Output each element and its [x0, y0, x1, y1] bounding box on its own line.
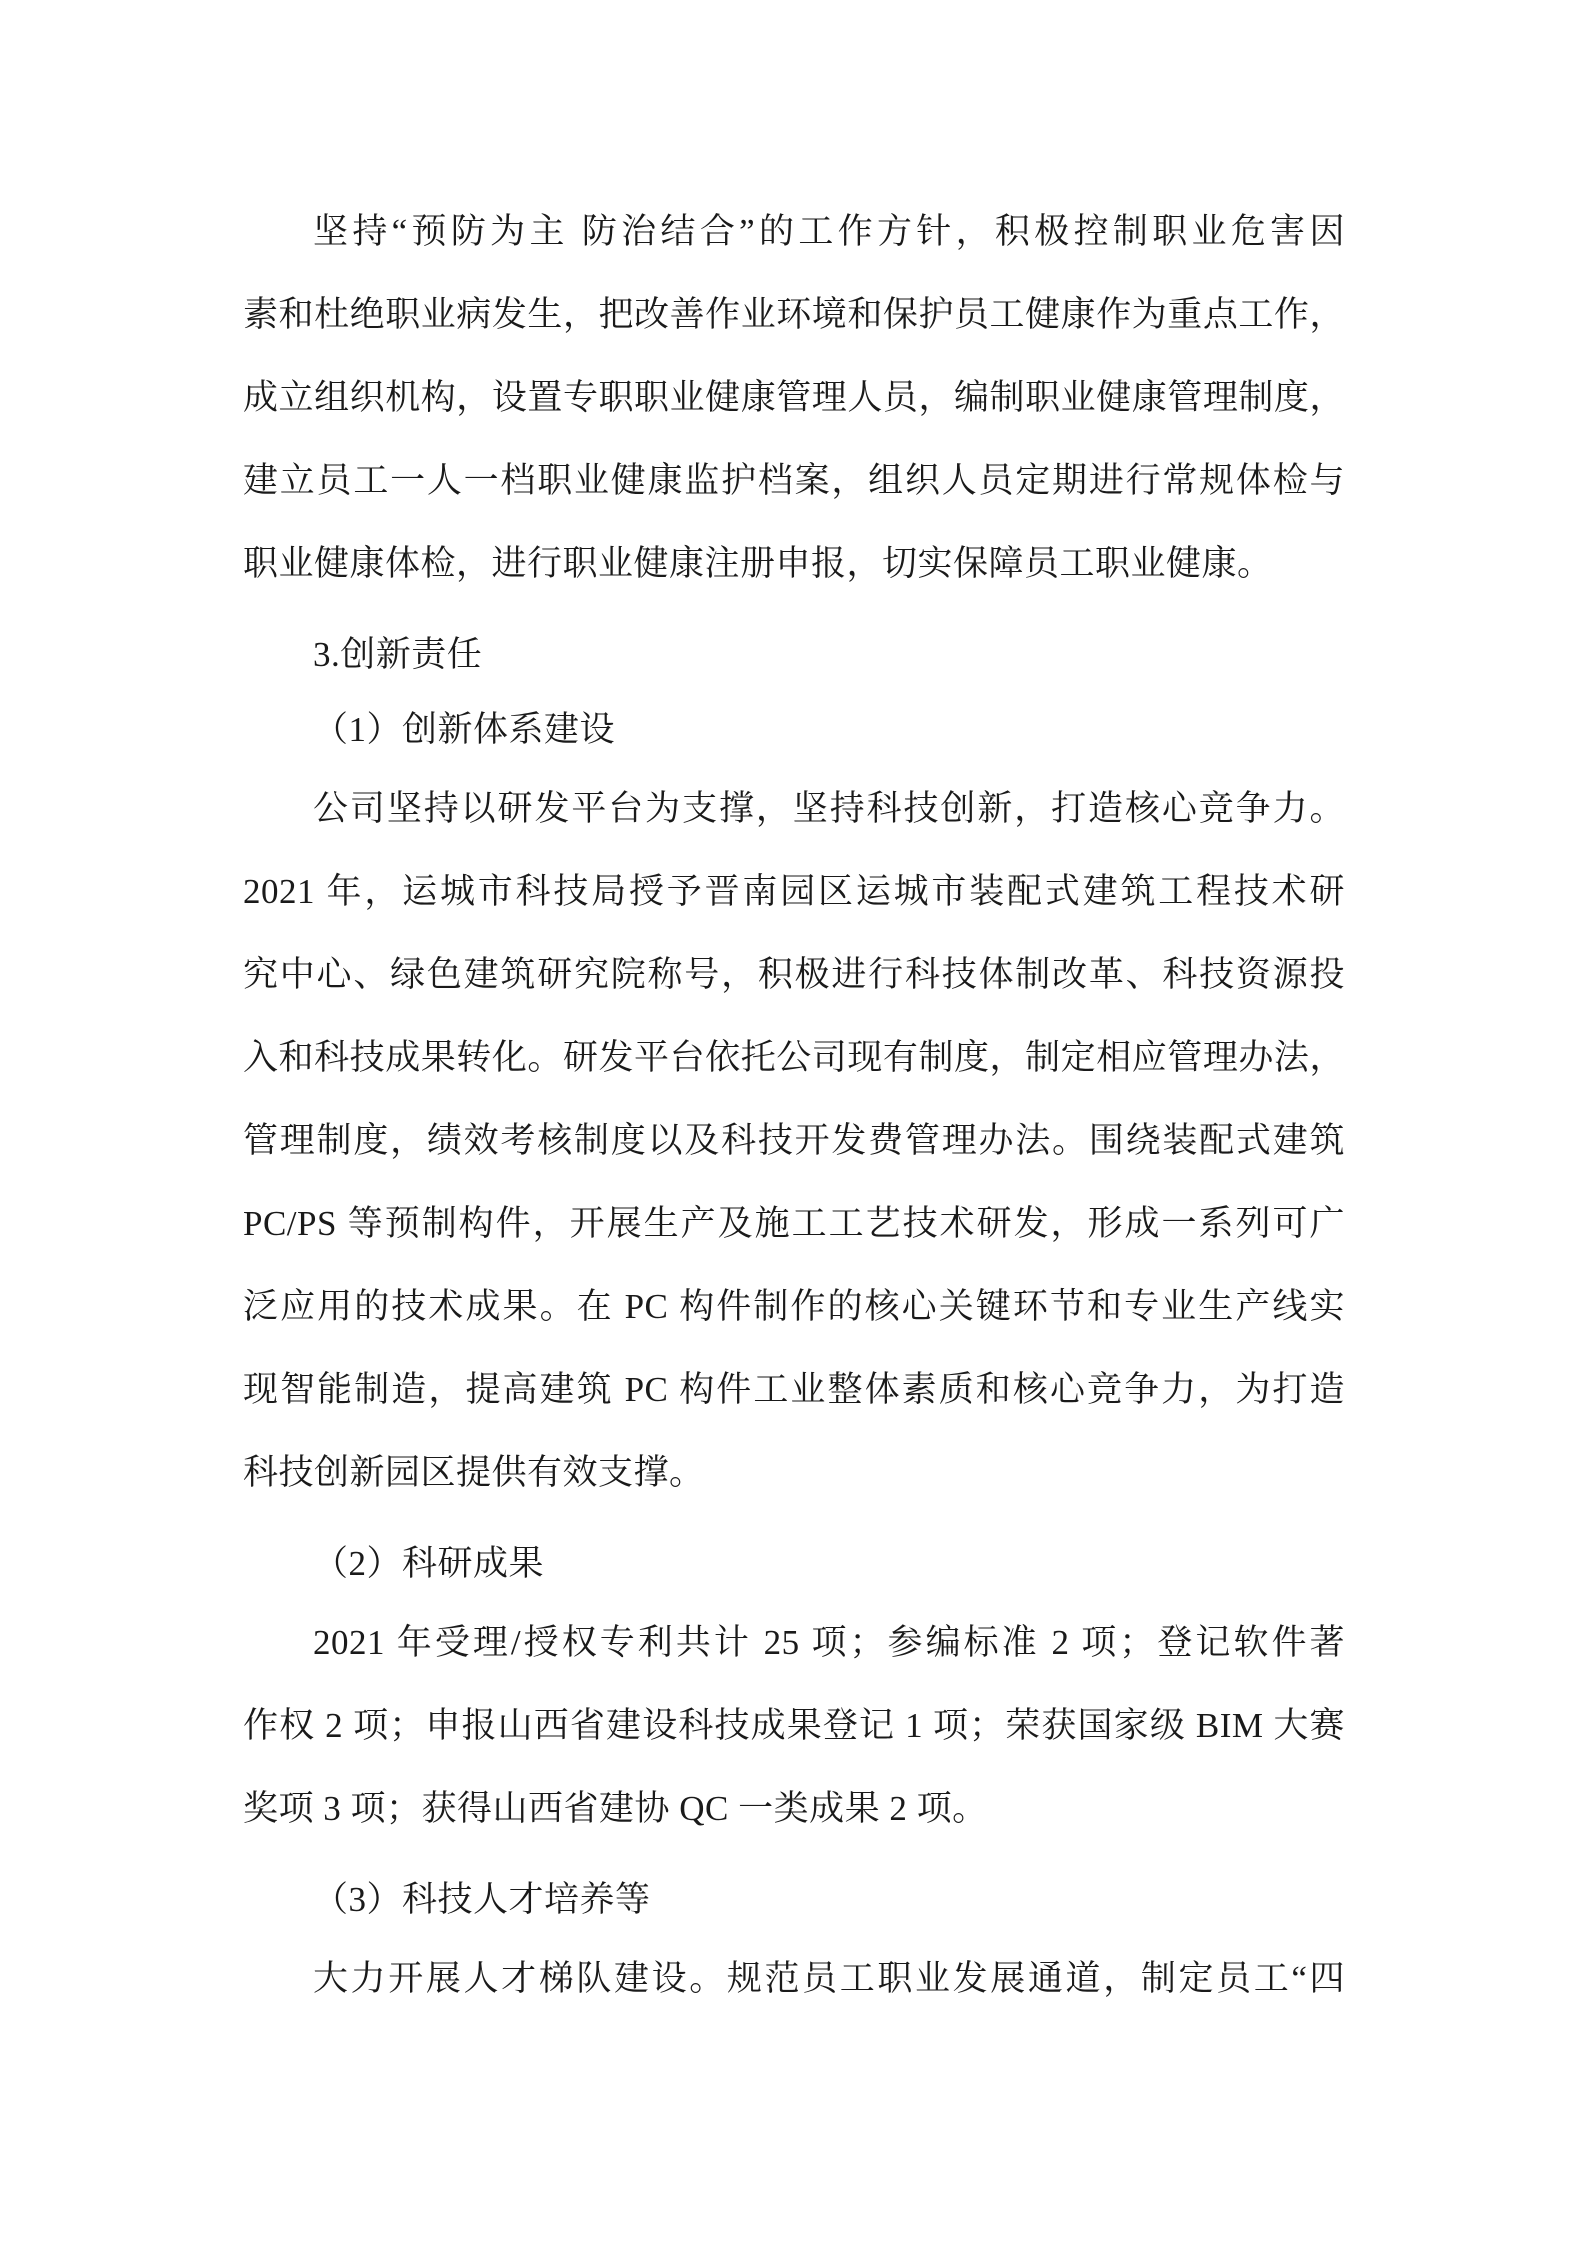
text-line: 建立员工一人一档职业健康监护档案，组织人员定期进行常规体检与 [243, 461, 1345, 500]
text-line: 职业健康体检，进行职业健康注册申报，切实保障员工职业健康。 [243, 544, 1273, 583]
text-line: 坚持“预防为主 防治结合”的工作方针，积极控制职业危害因 [313, 212, 1345, 251]
text-line: 成立组织机构，设置专职职业健康管理人员，编制职业健康管理制度， [243, 378, 1345, 417]
text-line: 公司坚持以研发平台为支撑，坚持科技创新，打造核心竞争力。 [313, 789, 1345, 828]
text-line: 2021 年，运城市科技局授予晋南园区运城市装配式建筑工程技术研 [243, 872, 1345, 911]
text-line: 作权 2 项；申报山西省建设科技成果登记 1 项；荣获国家级 BIM 大赛 [243, 1706, 1345, 1745]
subsection-heading-research-achievements: （2）科研成果 [313, 1544, 545, 1583]
text-line: 奖项 3 项；获得山西省建协 QC 一类成果 2 项。 [243, 1789, 988, 1828]
section-heading-innovation-responsibility: 3.创新责任 [313, 635, 483, 674]
text-line: 泛应用的技术成果。在 PC 构件制作的核心关键环节和专业生产线实 [243, 1287, 1345, 1326]
text-line: 究中心、绿色建筑研究院称号，积极进行科技体制改革、科技资源投 [243, 955, 1345, 994]
text-line: 科技创新园区提供有效支撑。 [243, 1453, 705, 1492]
subsection-heading-talent-development: （3）科技人才培养等 [313, 1880, 651, 1919]
paragraph-research-achievements [243, 1601, 1345, 1850]
paragraph-innovation-system [243, 767, 1345, 1514]
text-line: 2021 年受理/授权专利共计 25 项；参编标准 2 项；登记软件著 [313, 1623, 1345, 1662]
text-line: 现智能制造，提高建筑 PC 构件工业整体素质和核心竞争力，为打造 [243, 1370, 1345, 1409]
text-line: 大力开展人才梯队建设。规范员工职业发展通道，制定员工“四 [313, 1959, 1345, 1998]
text-line: 管理制度，绩效考核制度以及科技开发费管理办法。围绕装配式建筑 [243, 1121, 1345, 1160]
text-line: PC/PS 等预制构件，开展生产及施工工艺技术研发，形成一系列可广 [243, 1204, 1345, 1243]
text-line: 入和科技成果转化。研发平台依托公司现有制度，制定相应管理办法， [243, 1038, 1345, 1077]
text-line: 素和杜绝职业病发生，把改善作业环境和保护员工健康作为重点工作， [243, 295, 1345, 334]
subsection-heading-innovation-system: （1）创新体系建设 [313, 710, 616, 749]
paragraph-occupational-health [243, 190, 1345, 605]
paragraph-talent-development [243, 1937, 1345, 2020]
